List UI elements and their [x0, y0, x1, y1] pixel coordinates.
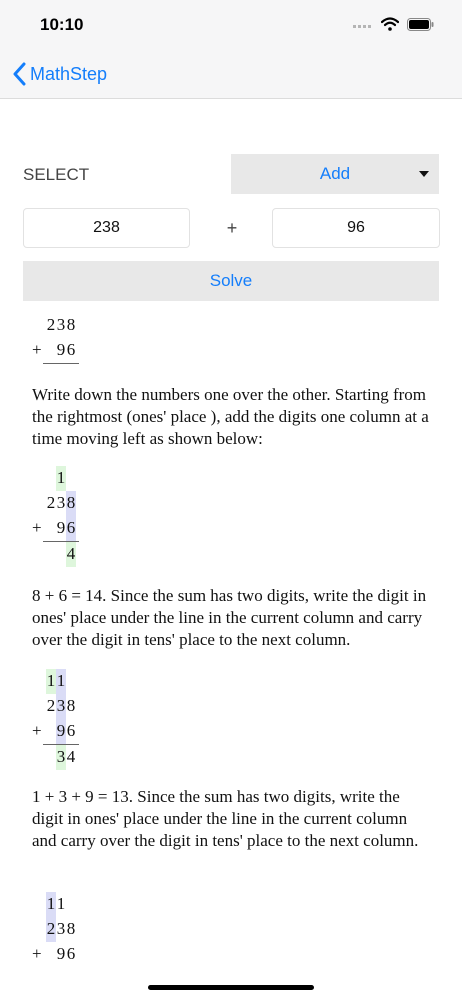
caret-down-icon: [419, 171, 429, 177]
digit: 3: [56, 493, 66, 512]
back-button[interactable]: [12, 62, 107, 86]
digit: 6: [66, 721, 76, 740]
solve-button-label: Solve: [209, 271, 253, 290]
step-description: Write down the numbers one over the other. Starting from the rightmost (ones' place ), add the digits one column at a time moving left as shown below:: [32, 385, 429, 448]
result-digit: 4: [66, 544, 76, 563]
plus-sign: +: [32, 721, 42, 740]
select-label: SELECT: [23, 165, 90, 184]
digit: 2: [46, 493, 56, 512]
operation-dropdown[interactable]: [231, 154, 439, 194]
result-digit: 4: [66, 747, 76, 766]
operation-dropdown-value: Add: [319, 164, 351, 183]
wifi-icon: [381, 17, 399, 31]
first-number-field[interactable]: 238: [23, 208, 190, 248]
sum-line: [43, 363, 79, 364]
digit: 8: [66, 315, 76, 334]
digit: 8: [66, 696, 76, 715]
status-time: 10:10: [40, 15, 84, 34]
carry-digit: 1: [56, 894, 66, 913]
digit: 6: [66, 944, 76, 963]
step-description: 1 + 3 + 9 = 13. Since the sum has two digits, write the digit in ones' place under the line in the current column and carry over the digit in tens' place to the next column.: [32, 787, 419, 850]
navigation-bar: [0, 50, 462, 99]
result-digit: 3: [56, 747, 66, 766]
digit: 9: [56, 944, 66, 963]
plus-sign: +: [32, 340, 42, 359]
status-icons: [353, 17, 434, 31]
digit: 9: [56, 721, 66, 740]
digit: 8: [66, 493, 76, 512]
battery-icon: [407, 18, 434, 31]
digit: 8: [66, 919, 76, 938]
digit: 6: [66, 518, 76, 537]
digit: 2: [46, 315, 56, 334]
carry-digit: 1: [46, 671, 56, 690]
carry-digit: 1: [46, 894, 56, 913]
second-number-field[interactable]: 96: [272, 208, 440, 248]
home-indicator[interactable]: [148, 985, 314, 990]
chevron-left-icon: [12, 62, 26, 86]
plus-sign: +: [32, 944, 42, 963]
operator-symbol: +: [226, 218, 238, 238]
digit: 9: [56, 518, 66, 537]
back-button-label: MathStep: [30, 63, 108, 84]
digit: 9: [56, 340, 66, 359]
plus-sign: +: [32, 518, 42, 537]
cellular-signal-icon: [353, 20, 373, 28]
digit: 3: [56, 315, 66, 334]
digit: 3: [56, 696, 66, 715]
step-description: 8 + 6 = 14. Since the sum has two digits, write the digit in ones' place under the line in the current column and carry over the digit in tens' place to the next column.: [32, 586, 427, 649]
digit: 6: [66, 340, 76, 359]
solve-button[interactable]: [23, 261, 439, 301]
carry-digit: 1: [56, 468, 66, 487]
digit: 2: [46, 696, 56, 715]
digit: 2: [46, 919, 56, 938]
digit: 3: [56, 919, 66, 938]
status-bar: [0, 0, 462, 50]
carry-digit: 1: [56, 671, 66, 690]
